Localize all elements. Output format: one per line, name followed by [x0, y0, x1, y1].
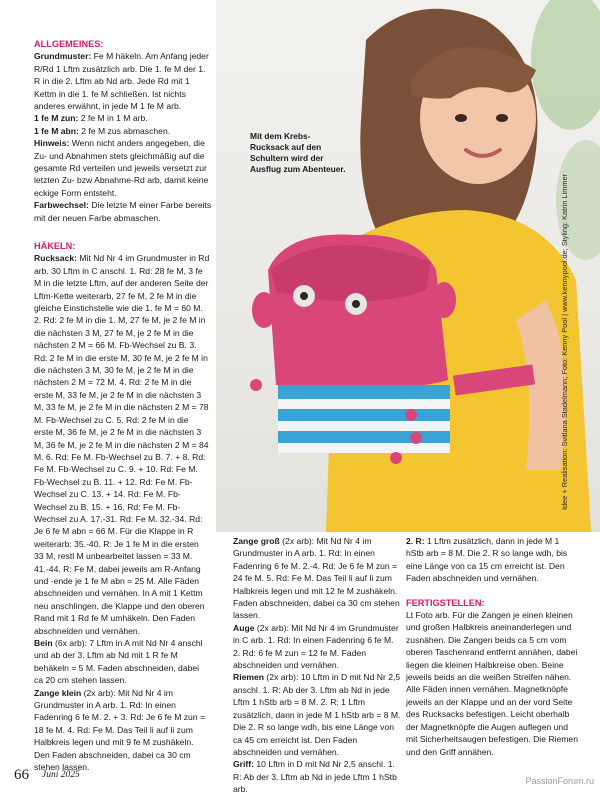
column-right — [406, 535, 578, 758]
paragraph-backpack: Rucksack: Mit Nd Nr 4 im Grundmuster in Rd arb. 30 Lftm in C anschl. 1. Rd: 28 fe M, 3 fe M in die letzte Lftm, auf der anderen Seite der Lftm-Kette weiterarb, 27 fe M, 2 fe M in die gleiche Einstichstelle wie die 1. fe M = 60 M. 2. Rd: 2 fe M in die 1. M, 27 fe M, je 2 fe M in die nächsten 3 M, 27 fe M, je 2 fe M in die nächsten 2 M = 66 M. Fb-Wechsel zu B. 3. Rd: 2 fe M in die erste M, 30 fe M, je 2 fe M in die nächsten 3 M, 30 fe M, je 2 fe M in die nächsten 2 M = 72 M. 4. Rd: 2 fe M in die erste M, 33 fe M, je 2 fe M in die nächsten 3 M, 33 fe M, je 2 fe M in die nächsten 2 M = 78 M. Fb-Wechsel zu C. 5. Rd: 2 fe M in die erste M, 36 fe M, je 2 fe M in die nächsten 3 M, 36 fe M, je 2 fe M in die nächsten 2 M = 84 M. 6. Rd: Fe M. Fb-Wechsel zu B. 7. + 8. Rd: Fe M. Fb-Wechsel zu C. 9. + 10. Rd: Fe M. Fb-Wechsel zu B. 11. + 12. Rd: Fe M. Fb-Wechsel zu C. 13. + 14. Rd: Fe M. Fb-Wechsel zu B. 15. + 16. Rd: Fe M. Fb-Wechsel zu A. 17.-31. Rd: Fe M. 32.-34. Rd: Je 6 fe M abn = 66 M. Für die Klappe in R weiterarb: 35.-40. R: Je 1 fe M in die ersten 33 M, restl M unbearbeitet lassen = 33 M. 41.-44. R: Fe M, dabei jeweils am R-Anfang und -ende je 1 fe M abn = 25 M. Alle Fäden abschneiden und vernähen. In A mit 1 Kettm neu anschlingen, die Klappe und den oberen Rand mit 1 Rd fe M umhäkeln. Den Faden abschneiden und vernähen. — [34, 253, 210, 636]
paragraph-increase: 1 fe M zun: 2 fe M in 1 M arb. — [34, 113, 148, 124]
paragraph-note: Hinweis: Wenn nicht anders angegeben, die Zu- und Abnahmen stets gleichmäßig auf die gesamte Rd verteilen und jeweils versetzt zur letzten Zu- bzw Abnahme-Rd arb, damit keine eckige Form entsteht. — [34, 138, 209, 198]
column-general — [34, 38, 214, 224]
photo-credit: Idee + Realisation: Svitlana Stadelmann; Foto: Kenny Pool | www.kennypool.de; Styling: Katrin Limmer — [560, 173, 569, 510]
product-photo — [216, 0, 600, 532]
section-heading-crochet: HÄKELN: — [34, 241, 76, 251]
paragraph-straps: Riemen (2x arb): 10 Lftm in D mit Nd Nr 2,5 anschl. 1. R: Ab der 3. Lftm ab Nd in jede Lftm 1 hStb arb = 8 M. 2. R: 1 Lftm zusätzlich, dann in jede M 1 hStb arb = 8 M. Die 2. R so lange wdh, bis eine Länge von ca 45 cm erreicht ist. Den Faden abschneiden und vernähen. — [233, 672, 401, 757]
paragraph-finishing: Lt Foto arb. Für die Zangen je einen kleinen und großen Halbkreis aneinanderlegen und zusnähen. Die Zangen beids ca 5 cm vom oberen Taschenrand entfernt annähen, dabei liegen die kleinen Halbkreise oben. Beine jeweils beids an die weißen Streifen nähen. Alle Fäden innen vernähen. Magnetknöpfe jeweils an der Klappe und an der vord Seite des Rucksacks befestigen. Leicht oberhalb der Magnetknöpfe die Augen auflegen und mit Sicherheitsaugen befestigen. Die Riemen und den Griff annähen. — [406, 610, 578, 757]
page-number: 66 — [14, 767, 29, 783]
paragraph-color-change: Farbwechsel: Die letzte M einer Farbe bereits mit der neuen Farbe abmaschen. — [34, 200, 212, 223]
column-crochet — [34, 240, 210, 773]
paragraph-eye: Auge (2x arb): Mit Nd Nr 4 im Grundmuster in C arb. 1. Rd: In einen Fadenring 6 fe M. 2. Rd: 6 fe M zun = 12 fe M. Faden abschneiden und vernähen. — [233, 622, 399, 671]
section-heading-finishing: FERTIGSTELLEN: — [406, 597, 485, 608]
issue-label: Juni 2025 — [42, 770, 80, 780]
paragraph-row-2: 2. R: 1 Lftm zusätzlich, dann in jede M 1 hStb arb = 8 M. Die 2. R so lange wdh, bis eine Länge von ca 15 cm erreicht ist. Den Faden abschneiden und vernähen. — [406, 536, 568, 584]
paragraph-large-claw: Zange groß (2x arb): Mit Nd Nr 4 im Grundmuster in A arb. 1. Rd: In einen Fadenring 6 fe M. 2.-4. Rd: Je 6 fe M zun = 24 fe M. 5. Rd: Fe M. Das Teil li auf li zum Halbkreis legen und mit 12 fe M zushäkeln. Faden abschneiden, dabei ca 30 cm stehen lassen. — [233, 536, 400, 621]
section-heading-general: ALLGEMEINES: — [34, 39, 104, 49]
child-with-crab-backpack-illustration — [216, 0, 600, 532]
paragraph-basic-pattern: Grundmuster: Fe M häkeln. Am Anfang jeder R/Rd 1 Lftm zusätzlich arb. Die 1. fe M der 1. R in die 2. Lftm ab Nd arb. Jede Rd mit 1 Kettm in die 1. fe M schließen. Ist nichts anderes erwähnt, in jede M 1 fe M arb. — [34, 51, 209, 112]
column-middle — [233, 535, 403, 796]
paragraph-small-claw: Zange klein (2x arb): Mit Nd Nr 4 im Grundmuster in A arb. 1. Rd: In einen Fadenring 6 fe M. 2. + 3. Rd: Je 6 fe M zun = 18 fe M. 4. Rd: Fe M. Das Teil li auf li zum Halbkreis legen und mit 9 fe M zushäkeln. Den Faden abschneiden, dabei ca 30 cm stehen lassen. — [34, 687, 206, 773]
paragraph-decrease: 1 fe M abn: 2 fe M zus abmaschen. — [34, 125, 171, 136]
paragraph-leg: Bein (6x arb): 7 Lftm in A mit Nd Nr 4 anschl und ab der 3. Lftm ab Nd mit 1 R fe M behäkeln = 5 M. Faden abschneiden, dabei ca 20 cm stehen lassen. — [34, 638, 203, 686]
watermark: PassionForum.ru — [525, 776, 594, 786]
paragraph-handle: Griff: 10 Lftm in D mit Nd Nr 2,5 anschl. 1. R: Ab der 3. Lftm ab Nd in jede Lftm 1 hStb arb. — [233, 759, 397, 795]
photo-caption: Mit dem Krebs-Rucksack auf den Schultern wird der Ausflug zum Abenteuer. — [250, 131, 346, 174]
